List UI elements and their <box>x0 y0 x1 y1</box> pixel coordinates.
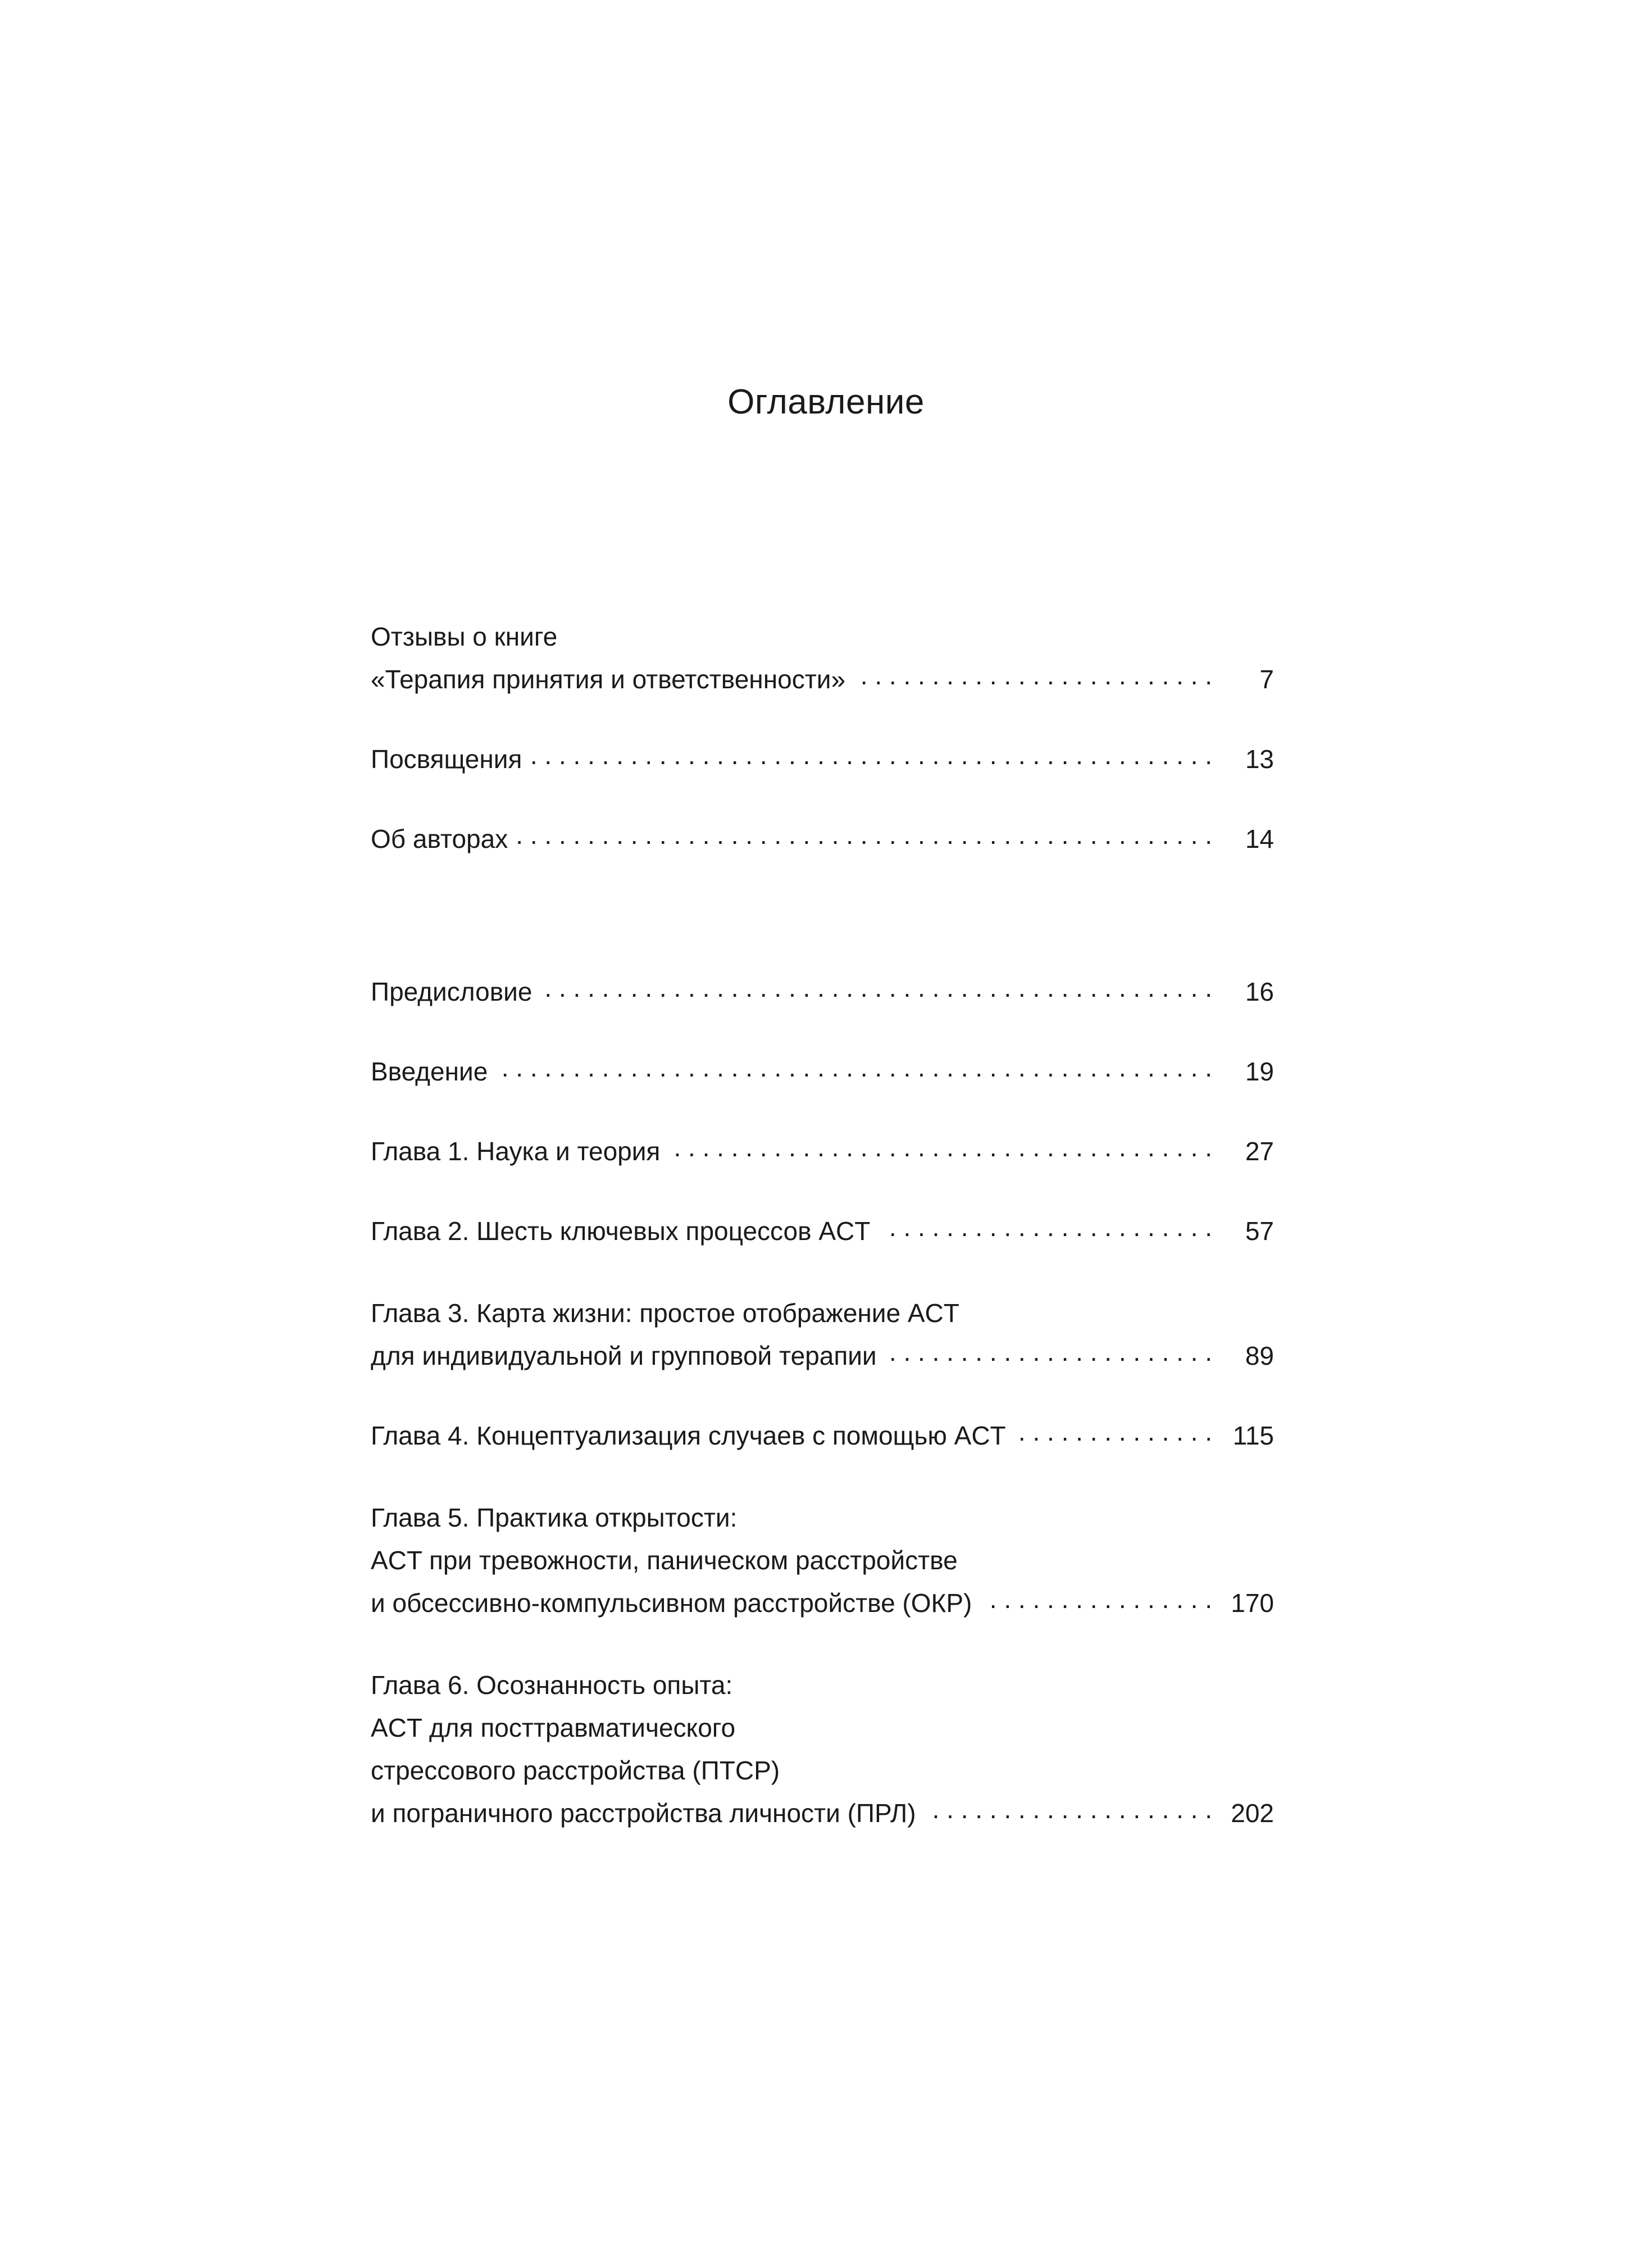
toc-entry[interactable] <box>371 1292 1274 1377</box>
toc-entry-title: Глава 6. Осознанность опыта: <box>371 1670 733 1700</box>
toc-entry-line <box>371 615 1274 658</box>
toc-page-number: 27 <box>1245 1137 1274 1166</box>
toc-page-number: 7 <box>1259 665 1274 694</box>
toc-entry[interactable] <box>371 818 1274 860</box>
toc-entry[interactable] <box>371 1130 1274 1173</box>
toc-page-number: 89 <box>1245 1341 1274 1370</box>
toc-entry-title: Глава 2. Шесть ключевых процессов ACT <box>371 1216 871 1246</box>
toc-entry-line <box>371 1749 1274 1792</box>
toc-entry[interactable] <box>371 1664 1274 1834</box>
toc-page-number: 14 <box>1245 824 1274 853</box>
toc-entry-last-line <box>371 1210 1274 1252</box>
toc-entry-last-line <box>371 818 1274 860</box>
toc-entry[interactable] <box>371 1210 1274 1252</box>
toc-entry-title: Об авторах <box>371 824 508 853</box>
toc-entry-list <box>371 615 1274 1834</box>
toc-page-number: 57 <box>1245 1216 1274 1246</box>
toc-entry-title: стрессового расстройства (ПТСР) <box>371 1756 780 1785</box>
entry-spacer <box>371 1377 1274 1414</box>
dot-leader <box>880 1214 1212 1240</box>
toc-entry-line <box>371 1539 1274 1582</box>
toc-page-number: 170 <box>1231 1588 1274 1618</box>
dot-leader <box>982 1586 1212 1612</box>
toc-entry-last-line <box>371 658 1274 701</box>
dot-leader <box>926 1796 1212 1822</box>
toc-entry-title: Глава 5. Практика открытости: <box>371 1503 738 1532</box>
entry-spacer <box>371 1013 1274 1050</box>
toc-entry[interactable] <box>371 1414 1274 1457</box>
toc-entry-line <box>371 1292 1274 1334</box>
toc-entry[interactable] <box>371 1050 1274 1093</box>
toc-entry-title: для индивидуальной и групповой терапии <box>371 1341 877 1370</box>
toc-entry-title: и пограничного расстройства личности (ПРЛ) <box>371 1799 916 1828</box>
entry-spacer <box>371 1457 1274 1496</box>
toc-entry-last-line <box>371 1334 1274 1377</box>
entry-spacer <box>371 1173 1274 1210</box>
dot-leader <box>855 662 1212 688</box>
toc-entry-last-line <box>371 1414 1274 1457</box>
toc-entry-title: Глава 4. Концептуализация случаев с помощью ACT <box>371 1421 1006 1450</box>
entry-spacer <box>371 701 1274 738</box>
toc-entry-last-line <box>371 1792 1274 1834</box>
toc-entry-title: Отзывы о книге <box>371 622 558 651</box>
toc-entry-last-line <box>371 1050 1274 1093</box>
toc-entry-line <box>371 1706 1274 1749</box>
toc-entry-title: «Терапия принятия и ответственности» <box>371 665 846 694</box>
toc-entry-last-line <box>371 1130 1274 1173</box>
toc-page-number: 16 <box>1245 977 1274 1006</box>
dot-leader <box>887 1339 1212 1365</box>
toc-entry-line <box>371 1496 1274 1539</box>
dot-leader <box>670 1134 1212 1160</box>
toc-entry[interactable] <box>371 615 1274 701</box>
entry-spacer <box>371 1624 1274 1664</box>
dot-leader <box>518 822 1212 848</box>
toc-page-number: 115 <box>1232 1421 1274 1450</box>
dot-leader <box>1016 1419 1212 1445</box>
toc-entry[interactable] <box>371 738 1274 780</box>
dot-leader <box>542 975 1212 1001</box>
toc-entry-title: Посвящения <box>371 744 522 774</box>
entry-spacer <box>371 780 1274 818</box>
toc-entry-title: Предисловие <box>371 977 533 1006</box>
toc-entry[interactable] <box>371 1496 1274 1624</box>
page-title: Оглавление <box>727 383 925 421</box>
toc-entry-title: ACT при тревожности, паническом расстройстве <box>371 1546 958 1575</box>
toc-entry-title: Глава 3. Карта жизни: простое отображение ACT <box>371 1298 959 1328</box>
toc-page-number: 19 <box>1245 1057 1274 1086</box>
toc-entry-title: ACT для посттравматического <box>371 1713 736 1742</box>
dot-leader <box>532 742 1212 768</box>
toc-page-number: 202 <box>1231 1799 1274 1828</box>
toc-entry-last-line <box>371 738 1274 780</box>
toc-entry-title: Глава 1. Наука и теория <box>371 1137 661 1166</box>
toc-entry-line <box>371 1664 1274 1706</box>
dot-leader <box>498 1055 1212 1080</box>
toc-entry-last-line <box>371 970 1274 1013</box>
toc-entry-last-line <box>371 1582 1274 1624</box>
entry-spacer <box>371 1093 1274 1130</box>
toc-entry[interactable] <box>371 970 1274 1013</box>
entry-spacer <box>371 1252 1274 1292</box>
toc-page-number: 13 <box>1245 744 1274 774</box>
toc-entry-title: Введение <box>371 1057 488 1086</box>
section-spacer <box>371 860 1274 970</box>
toc-entry-title: и обсессивно-компульсивном расстройстве (ОКР) <box>371 1588 972 1618</box>
